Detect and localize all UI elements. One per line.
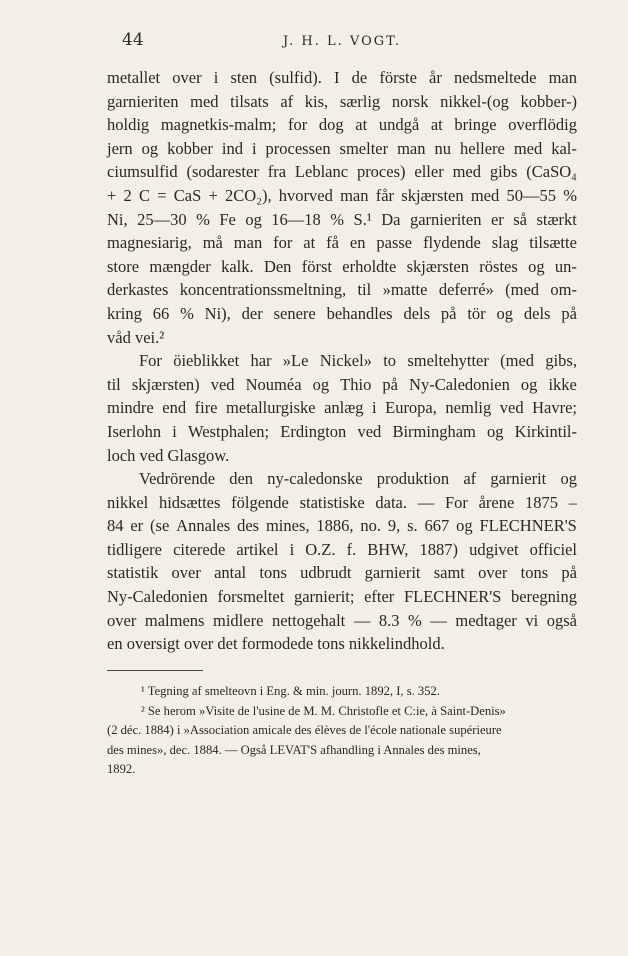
word: hellere <box>459 138 505 158</box>
word: data. <box>375 492 407 512</box>
word: Annales <box>176 516 231 536</box>
word: særlig <box>339 91 381 111</box>
word: og <box>528 256 545 276</box>
running-head: J. H. L. VOGT. <box>282 34 402 49</box>
word: 50—55 <box>506 185 556 205</box>
word: for <box>287 115 308 135</box>
word: to <box>383 351 397 371</box>
body-line: våd vei.² <box>107 327 165 347</box>
word: med <box>452 162 481 182</box>
word: gibs <box>489 162 518 182</box>
word: Nickel» <box>319 351 372 371</box>
word: magnesiarig, <box>107 233 192 253</box>
word: på <box>440 303 457 323</box>
word: produktion <box>376 469 450 489</box>
word: antal <box>214 563 247 583</box>
body-line <box>107 231 577 255</box>
body-line <box>107 467 577 491</box>
word: store <box>107 256 140 276</box>
body-line <box>107 561 577 585</box>
word: hvorved <box>278 185 333 205</box>
word: garnierit <box>490 469 547 489</box>
word: passe <box>376 233 413 253</box>
body-line <box>107 208 577 232</box>
word: midlere <box>213 610 264 630</box>
word: 8.3 <box>378 610 400 630</box>
word: nedsmeltede <box>453 68 537 87</box>
word: 84 <box>107 516 124 536</box>
word: derkastes <box>107 280 169 300</box>
word: og <box>487 421 504 441</box>
page-header <box>107 30 577 54</box>
word: FLECHNER'S <box>479 516 577 536</box>
word: af <box>280 91 294 111</box>
word: samt <box>433 563 465 583</box>
word: nikkel <box>107 492 149 512</box>
word: i <box>213 68 219 87</box>
word: og <box>560 469 577 489</box>
body-line <box>107 278 577 302</box>
word: Erdington <box>280 421 347 441</box>
word: tilsætte <box>529 233 577 253</box>
body-line <box>107 373 577 397</box>
footnote-line: ¹ Tegning af smeltеovn i Eng. & min. journ. 1892, I, s. 352. <box>141 684 440 698</box>
word: först <box>301 256 332 276</box>
footnote-divider <box>107 670 203 671</box>
word: tidligere <box>107 539 162 559</box>
word: Europa, <box>385 398 437 418</box>
word: på <box>382 374 398 394</box>
word: 667 <box>424 516 450 536</box>
footnote-line: des mines», dec. 1884. — Også LEVAT'S afhandling i Annales des mines, <box>107 742 481 757</box>
word: erholdte <box>342 256 397 276</box>
word: 1875 <box>525 492 559 512</box>
word: des <box>237 516 260 536</box>
word: man <box>548 68 577 87</box>
word: magnetkis-malm; <box>160 115 277 135</box>
word: artikel <box>236 539 279 559</box>
word: at <box>355 115 368 135</box>
word: metallurgiske <box>226 398 316 418</box>
word: »Le <box>282 351 309 371</box>
word: Den <box>263 256 292 276</box>
word: end <box>162 398 187 418</box>
word: dels <box>403 303 431 323</box>
word: ved <box>357 421 382 441</box>
body-line <box>107 137 577 161</box>
word: Ni, <box>107 209 128 229</box>
word: proces) <box>356 162 406 182</box>
word: kal- <box>551 138 577 158</box>
page-number: 44 <box>122 30 144 50</box>
body-line <box>107 302 577 326</box>
word: at <box>303 233 316 253</box>
word: % <box>196 209 210 229</box>
word: CaS <box>173 185 202 205</box>
word: (med <box>500 351 535 371</box>
word: beregning <box>510 587 577 607</box>
body-line <box>107 420 577 444</box>
word: får <box>375 185 395 205</box>
word: nettogehalt <box>271 610 346 630</box>
word: mængder <box>149 256 211 276</box>
word: Vedrörende <box>139 469 216 489</box>
word: Birmingham <box>392 421 476 441</box>
word: over <box>478 563 508 583</box>
word: garnierit <box>364 563 421 583</box>
word: gibs, <box>545 351 577 371</box>
word: officiel <box>529 539 577 559</box>
word: ved <box>499 398 524 418</box>
word: forsmeltet <box>217 587 285 607</box>
word: udbrudt <box>300 563 352 583</box>
word: og <box>520 374 538 394</box>
word: Fe <box>219 209 236 229</box>
word: % <box>408 610 422 630</box>
word: BHW, <box>367 539 409 559</box>
footnotes <box>107 682 577 780</box>
word: eller <box>414 162 444 182</box>
body-line: loch ved Glasgow. <box>107 445 230 465</box>
word: udgivet <box>469 539 519 559</box>
word: Nouméa <box>245 374 302 394</box>
word: i <box>289 539 295 559</box>
word: på <box>561 563 577 583</box>
word: skjærsten <box>401 185 464 205</box>
word: de <box>351 68 368 87</box>
word: over <box>171 563 201 583</box>
word: skjærsten <box>406 256 469 276</box>
word: sten <box>230 68 258 87</box>
word: hidsættes <box>158 492 221 512</box>
word: f. <box>346 539 357 559</box>
body-line <box>107 396 577 420</box>
word: — <box>417 492 435 512</box>
word: vi <box>525 610 539 630</box>
word: Westphalen; <box>187 421 270 441</box>
word: O.Z. <box>305 539 336 559</box>
word: over <box>172 68 202 87</box>
word: 9, <box>387 516 401 536</box>
word: metallet <box>107 68 161 87</box>
word: man <box>397 138 426 158</box>
word: skjærsten) <box>131 374 200 394</box>
word: med <box>470 185 500 205</box>
word: dog <box>318 115 344 135</box>
word: for <box>273 233 293 253</box>
word: efter <box>364 587 395 607</box>
word: man <box>340 185 369 205</box>
word: Thio <box>340 374 372 394</box>
word: kobber <box>167 138 213 158</box>
word: I <box>334 68 340 87</box>
word: tons <box>259 563 287 583</box>
word: og <box>245 209 262 229</box>
word: (sulfid). <box>269 68 322 87</box>
word: ciumsulfid <box>107 162 178 182</box>
word: no. <box>360 516 381 536</box>
word: nikkel-(og <box>440 91 509 111</box>
word: processen <box>265 138 331 158</box>
word: må <box>202 233 223 253</box>
word: ved <box>210 374 235 394</box>
word: jern <box>107 138 133 158</box>
word: % <box>180 303 194 323</box>
footnote-line: ² Se herom »Visite de l'usine de M. M. Christofle et C:ie, à Saint-Denis» <box>141 703 506 718</box>
word: – <box>568 492 577 512</box>
word: stærkt <box>536 209 577 229</box>
word: garnierit; <box>293 587 355 607</box>
word: röstes <box>479 256 518 276</box>
body-line <box>107 491 577 515</box>
word: at <box>430 115 443 135</box>
body-line <box>107 349 577 373</box>
word: 1886, <box>316 516 354 536</box>
word: har <box>250 351 272 371</box>
word: man <box>233 233 263 253</box>
word: og <box>312 374 330 394</box>
word: Havre; <box>532 398 577 418</box>
word: smelter <box>339 138 389 158</box>
body-line <box>107 66 577 90</box>
word: ikke <box>548 374 577 394</box>
word: Iserlohn <box>107 421 162 441</box>
word: undgå <box>378 115 420 135</box>
word: 2 <box>123 185 132 205</box>
word: smeltehytter <box>407 351 489 371</box>
body-line <box>107 538 577 562</box>
word: deferré» <box>438 280 494 300</box>
word: öieblikket <box>173 351 240 371</box>
word: Ny-Caledonien <box>107 587 208 607</box>
word: Kirkintil- <box>514 421 577 441</box>
word: koncentrationssmeltning, <box>179 280 347 300</box>
word: til <box>107 374 121 394</box>
word: C <box>139 185 151 205</box>
word: anlæg <box>324 398 364 418</box>
word: er <box>490 209 504 229</box>
word: og <box>456 516 473 536</box>
word: på <box>561 303 577 323</box>
word: af <box>463 469 477 489</box>
word: »matte <box>382 280 428 300</box>
word: statistiske <box>299 492 365 512</box>
word: fra <box>267 162 287 182</box>
word: tilsats <box>230 91 269 111</box>
body-line <box>107 160 577 184</box>
body-line <box>107 514 577 538</box>
word: i <box>251 138 257 158</box>
footnote-line: 1892. <box>107 762 136 777</box>
word: også <box>546 610 577 630</box>
word: med <box>190 91 219 111</box>
word: med <box>513 138 543 158</box>
word: flydende <box>423 233 481 253</box>
word: år <box>429 68 442 87</box>
word: mindre <box>107 398 154 418</box>
word: medtager <box>455 610 517 630</box>
footnote-line: (2 déc. 1884) i »Association amicale des élèves de l'école nationale supérieure <box>107 723 502 738</box>
word: dels <box>523 303 551 323</box>
word: 25—30 <box>137 209 187 229</box>
word: + <box>107 185 117 205</box>
word: få <box>326 233 339 253</box>
word: (med <box>505 280 540 300</box>
word: (CaSO₄ <box>526 162 577 182</box>
word: tör <box>467 303 486 323</box>
word: Da <box>381 209 401 229</box>
word: der <box>241 303 263 323</box>
word: overflödig <box>508 115 577 135</box>
word: citerede <box>173 539 226 559</box>
body-line <box>107 113 577 137</box>
body-line <box>107 184 577 208</box>
word: tons <box>520 563 549 583</box>
word: fire <box>194 398 218 418</box>
word: Ny-Caledonien <box>409 374 510 394</box>
body-line: en oversigt over det formodede tons nikkelindhold. <box>107 634 445 654</box>
word: For <box>139 351 162 371</box>
word: s. <box>407 516 418 536</box>
word: förste <box>379 68 417 87</box>
word: 66 <box>152 303 170 323</box>
word: holdig <box>107 115 150 135</box>
word: årene <box>478 492 515 512</box>
word: ny-caledonske <box>267 469 363 489</box>
word: over <box>107 610 137 630</box>
word: kis, <box>304 91 329 111</box>
word: 1887) <box>419 539 458 559</box>
word: 16—18 <box>271 209 321 229</box>
body-line <box>107 609 577 633</box>
word: % <box>563 185 577 205</box>
word: (sodarester <box>186 162 259 182</box>
word: bringe <box>454 115 497 135</box>
word: kalk. <box>221 256 254 276</box>
word: FLECHNER'S <box>403 587 502 607</box>
word: — <box>430 610 447 630</box>
body-text <box>107 66 577 656</box>
word: For <box>444 492 468 512</box>
word: S.¹ <box>353 209 372 229</box>
body-line <box>107 90 577 114</box>
word: kobber-) <box>520 91 577 111</box>
word: garnieriten <box>409 209 482 229</box>
word: + <box>208 185 218 205</box>
word: og <box>496 303 514 323</box>
word: den <box>229 469 254 489</box>
word: garnieriten <box>107 91 179 111</box>
word: malmens <box>144 610 205 630</box>
word: — <box>353 610 371 630</box>
word: så <box>513 209 527 229</box>
word: i <box>172 421 177 441</box>
word: i <box>372 398 377 418</box>
word: slag <box>491 233 519 253</box>
word: Leblanc <box>294 162 349 182</box>
word: behandles <box>326 303 393 323</box>
word: 2CO₂), <box>225 185 272 205</box>
word: nemlig <box>445 398 492 418</box>
word: mines, <box>265 516 310 536</box>
word: kring <box>107 303 142 323</box>
word: til <box>357 280 372 300</box>
body-line <box>107 585 577 609</box>
word: % <box>330 209 345 229</box>
word: Ni), <box>204 303 231 323</box>
word: og <box>141 138 159 158</box>
word: norsk <box>391 91 429 111</box>
word: ind <box>221 138 243 158</box>
word: nu <box>434 138 451 158</box>
word: (se <box>150 516 170 536</box>
word: er <box>130 516 144 536</box>
word: fölgende <box>231 492 289 512</box>
word: statistik <box>107 563 159 583</box>
word: = <box>157 185 167 205</box>
word: om- <box>550 280 577 300</box>
word: un- <box>554 256 577 276</box>
word: senere <box>273 303 316 323</box>
body-line <box>107 255 577 279</box>
word: en <box>349 233 366 253</box>
